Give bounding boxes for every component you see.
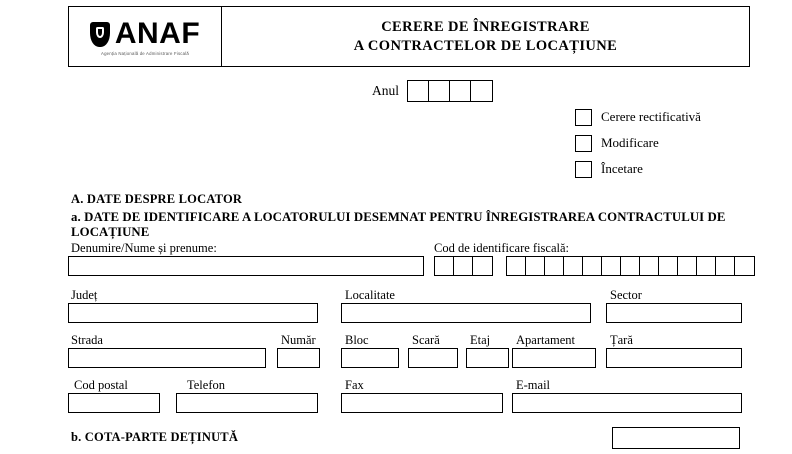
- section-a-subtitle: a. DATE DE IDENTIFICARE A LOCATORULUI DESEMNAT PENTRU ÎNREGISTRAREA CONTRACTULUI DE LOCAȚIUNE: [71, 210, 726, 239]
- request-type-options: [575, 104, 701, 182]
- input-judet[interactable]: [68, 303, 318, 323]
- shield-icon: [90, 22, 110, 47]
- input-numar[interactable]: [277, 348, 320, 368]
- label-denumire: Denumire/Nume și prenume:: [71, 241, 217, 255]
- label-judet: Județ: [71, 288, 98, 302]
- input-sector[interactable]: [606, 303, 742, 323]
- checkbox-cerere-rectificativa[interactable]: [575, 109, 592, 126]
- option-label-cerere-rectificativa: Cerere rectificativă: [601, 109, 701, 124]
- year-input[interactable]: [407, 80, 493, 102]
- year-digit-1[interactable]: [408, 81, 429, 101]
- section-a-title: A. DATE DESPRE LOCATOR: [71, 192, 243, 206]
- input-cota-parte[interactable]: [612, 427, 740, 449]
- label-sector: Sector: [610, 288, 642, 302]
- label-fax: Fax: [345, 378, 364, 392]
- input-strada[interactable]: [68, 348, 266, 368]
- option-modificare[interactable]: [575, 130, 701, 156]
- logo-text: ANAF: [114, 17, 201, 50]
- year-digit-4[interactable]: [471, 81, 492, 101]
- checkbox-modificare[interactable]: [575, 135, 592, 152]
- label-etaj: Etaj: [470, 333, 491, 347]
- anaf-logo: [69, 7, 222, 66]
- input-bloc[interactable]: [341, 348, 399, 368]
- form-header: [68, 6, 750, 67]
- label-localitate: Localitate: [345, 288, 395, 302]
- label-numar: Număr: [281, 333, 316, 347]
- input-apartament[interactable]: [512, 348, 596, 368]
- option-label-incetare: Încetare: [601, 161, 643, 176]
- logo-row: [90, 19, 200, 49]
- form-title-line2: A CONTRACTELOR DE LOCAȚIUNE: [353, 37, 618, 54]
- label-cod-postal: Cod postal: [74, 378, 128, 392]
- checkbox-incetare[interactable]: [575, 161, 592, 178]
- form-title: [222, 7, 749, 66]
- input-denumire[interactable]: [68, 256, 424, 276]
- option-label-modificare: Modificare: [601, 135, 659, 150]
- input-cif[interactable]: [506, 256, 755, 276]
- label-cif: Cod de identificare fiscală:: [434, 241, 570, 255]
- year-digit-3[interactable]: [450, 81, 471, 101]
- section-b-title: b. COTA-PARTE DEȚINUTĂ: [71, 430, 239, 444]
- input-email[interactable]: [512, 393, 742, 413]
- logo-subtitle: Agenția Națională de Administrare Fiscală: [101, 51, 189, 56]
- label-apartament: Apartament: [516, 333, 576, 347]
- input-etaj[interactable]: [466, 348, 509, 368]
- label-bloc: Bloc: [345, 333, 369, 347]
- input-cod-postal[interactable]: [68, 393, 160, 413]
- label-email: E-mail: [516, 378, 551, 392]
- form-title-line1: CERERE DE ÎNREGISTRARE: [381, 18, 590, 35]
- input-telefon[interactable]: [176, 393, 318, 413]
- label-scara: Scară: [412, 333, 440, 347]
- input-tara[interactable]: [606, 348, 742, 368]
- input-fax[interactable]: [341, 393, 503, 413]
- option-incetare[interactable]: [575, 156, 701, 182]
- input-scara[interactable]: [408, 348, 458, 368]
- input-cif-prefix[interactable]: [434, 256, 493, 276]
- year-label: Anul: [372, 83, 399, 98]
- year-digit-2[interactable]: [429, 81, 450, 101]
- year-row: [372, 80, 493, 102]
- option-cerere-rectificativa[interactable]: [575, 104, 701, 130]
- label-telefon: Telefon: [187, 378, 225, 392]
- label-tara: Țară: [610, 333, 633, 347]
- input-localitate[interactable]: [341, 303, 591, 323]
- label-strada: Strada: [71, 333, 103, 347]
